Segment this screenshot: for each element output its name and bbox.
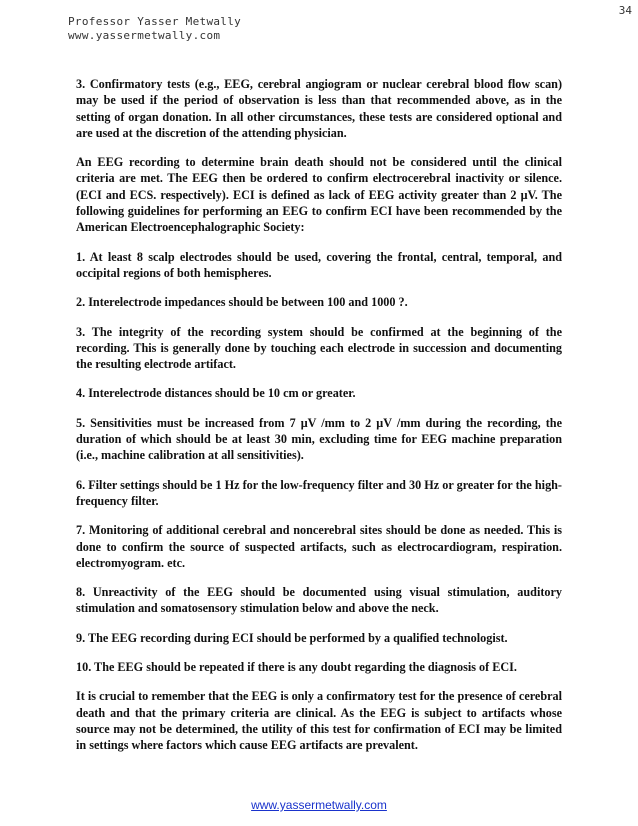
guideline-8-unreactivity: 8. Unreactivity of the EEG should be documented using visual stimulation, auditory stimulation and somatosensory stimulation below and above the neck.	[76, 585, 562, 616]
guideline-10-repeat: 10. The EEG should be repeated if there is any doubt regarding the diagnosis of ECI.	[76, 660, 517, 675]
author-name: Professor Yasser Metwally	[68, 15, 242, 28]
author-website: www.yassermetwally.com	[68, 29, 221, 42]
paragraph-confirmatory-tests: 3. Confirmatory tests (e.g., EEG, cerebral angiogram or nuclear cerebral blood flow scan) may be used if the period of observation is less than that recommended above, as in the setting of organ donation. In all other circumstances, these tests are considered optional and are used at the discretion of the attending physician.	[76, 77, 562, 140]
guideline-4-distances: 4. Interelectrode distances should be 10 cm or greater.	[76, 386, 356, 401]
paragraph-conclusion: It is crucial to remember that the EEG is only a confirmatory test for the presence of cerebral death and that the primary criteria are clinical. As the EEG is subject to artifacts whose source may not be determined, the utility of this test for confirmation of ECI may be limited in settings where factors which cause EEG artifacts are prevalent.	[76, 689, 562, 753]
guideline-7-monitoring: 7. Monitoring of additional cerebral and noncerebral sites should be done as needed. This is done to confirm the source of suspected artifacts, such as electrocardiogram, respiration. electromyogram. etc.	[76, 523, 562, 570]
guideline-6-filter-settings: 6. Filter settings should be 1 Hz for the low-frequency filter and 30 Hz or greater for the high-frequency filter.	[76, 477, 562, 508]
footer-website-link[interactable]: www.yassermetwally.com	[251, 798, 387, 812]
body-text	[76, 76, 562, 767]
paragraph-eeg-recording: An EEG recording to determine brain death should not be considered until the clinical criteria are met. The EEG then be ordered to confirm electrocerebral inactivity or silence. (ECI and ECS. respectively). ECI is defined as lack of EEG activity greater than 2 μV. The following guidelines for performing an EEG to confirm ECI have been recommended by the American Electroencephalographic Society:	[76, 155, 562, 235]
guideline-3-integrity: 3. The integrity of the recording system should be confirmed at the beginning of the recording. This is generally done by touching each electrode in succession and documenting the resulting electrode artifact.	[76, 324, 562, 372]
page-footer	[0, 798, 638, 812]
guideline-2-impedances: 2. Interelectrode impedances should be between 100 and 1000 ?.	[76, 295, 408, 310]
page-header	[68, 15, 241, 43]
guideline-1-scalp-electrodes: 1. At least 8 scalp electrodes should be used, covering the frontal, central, temporal, and occipital regions of both hemispheres.	[76, 249, 562, 280]
guideline-9-technologist: 9. The EEG recording during ECI should be performed by a qualified technologist.	[76, 630, 508, 645]
page-number: 34	[618, 4, 632, 17]
guideline-5-sensitivities: 5. Sensitivities must be increased from 7 μV /mm to 2 μV /mm during the recording, the duration of which should be at least 30 min, excluding time for EEG machine preparation (i.e., machine calibration at all sensitivities).	[76, 415, 562, 463]
